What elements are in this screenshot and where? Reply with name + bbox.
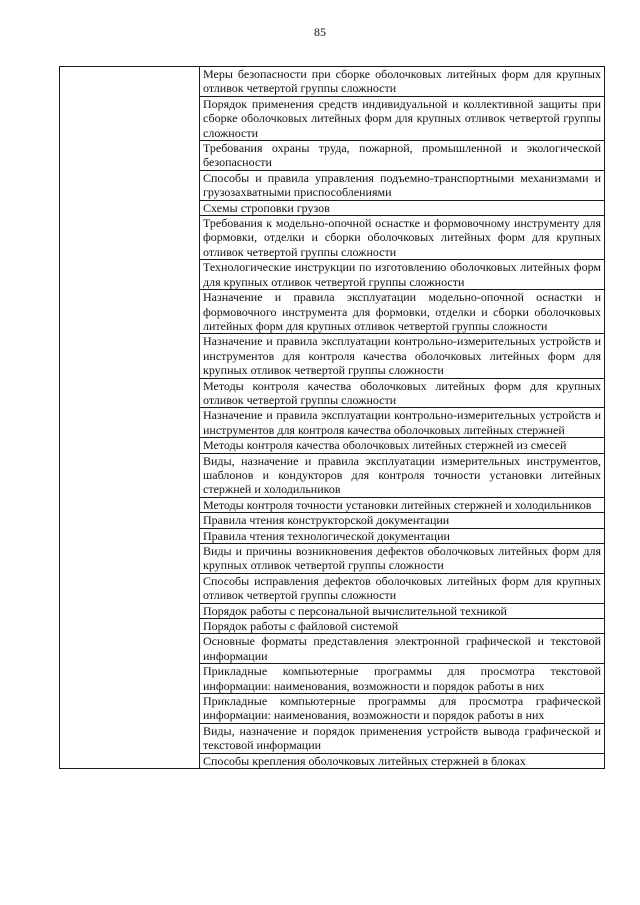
page-number: 85 bbox=[314, 25, 326, 39]
row-text: Основные форматы представления электронной графической и текстовой информации bbox=[200, 634, 605, 664]
row-text: Прикладные компьютерные программы для просмотра графической информации: наименования, возможности и порядок работы в них bbox=[200, 694, 605, 724]
row-text: Виды, назначение и порядок применения устройств вывода графической и текстовой информации bbox=[200, 723, 605, 753]
row-text: Правила чтения технологической документации bbox=[200, 528, 605, 543]
row-text: Назначение и правила эксплуатации контрольно-измерительных устройств и инструментов для контроля качества оболочковых литейных стержней bbox=[200, 408, 605, 438]
row-text: Требования охраны труда, пожарной, промышленной и экологической безопасности bbox=[200, 141, 605, 171]
row-text: Назначение и правила эксплуатации модельно-опочной оснастки и формовочного инструмента для формовки, отделки и сборки оболочковых литейных форм для крупных отливок четвертой группы сложности bbox=[200, 290, 605, 334]
table-body bbox=[60, 67, 605, 769]
row-text: Технологические инструкции по изготовлению оболочковых литейных форм для крупных отливок четвертой группы сложности bbox=[200, 260, 605, 290]
row-text: Методы контроля качества оболочковых литейных форм для крупных отливок четвертой группы сложности bbox=[200, 378, 605, 408]
row-text: Способы крепления оболочковых литейных стержней в блоках bbox=[200, 753, 605, 768]
row-text: Виды, назначение и правила эксплуатации измерительных инструментов, шаблонов и кондукторов для контроля точности установки литейных стержней и холодильников bbox=[200, 453, 605, 497]
row-text: Виды и причины возникновения дефектов оболочковых литейных форм для крупных отливок четвертой группы сложности bbox=[200, 544, 605, 574]
row-text: Порядок работы с файловой системой bbox=[200, 619, 605, 634]
table-row bbox=[60, 67, 605, 97]
row-text: Требования к модельно-опочной оснастке и формовочному инструменту для формовки, отделки и сборки оболочковых литейных форм для крупных отливок четвертой группы сложности bbox=[200, 216, 605, 260]
row-text: Прикладные компьютерные программы для просмотра текстовой информации: наименования, возможности и порядок работы в них bbox=[200, 664, 605, 694]
row-text: Правила чтения конструкторской документации bbox=[200, 513, 605, 528]
row-text: Порядок работы с персональной вычислительной техникой bbox=[200, 603, 605, 618]
row-text: Схемы строповки грузов bbox=[200, 200, 605, 215]
knowledge-table bbox=[59, 66, 605, 769]
row-text: Способы исправления дефектов оболочковых литейных форм для крупных отливок четвертой группы сложности bbox=[200, 573, 605, 603]
row-text: Назначение и правила эксплуатации контрольно-измерительных устройств и инструментов для контроля качества оболочковых литейных форм для крупных отливок четвертой группы сложности bbox=[200, 334, 605, 378]
row-text: Меры безопасности при сборке оболочковых литейных форм для крупных отливок четвертой группы сложности bbox=[200, 67, 605, 97]
row-text: Порядок применения средств индивидуальной и коллективной защиты при сборке оболочковых литейных форм для крупных отливок четвертой группы сложности bbox=[200, 96, 605, 140]
left-column-cell bbox=[60, 67, 200, 769]
row-text: Способы и правила управления подъемно-транспортными механизмами и грузозахватными приспособлениями bbox=[200, 170, 605, 200]
row-text: Методы контроля качества оболочковых литейных стержней из смесей bbox=[200, 438, 605, 453]
row-text: Методы контроля точности установки литейных стержней и холодильников bbox=[200, 497, 605, 512]
